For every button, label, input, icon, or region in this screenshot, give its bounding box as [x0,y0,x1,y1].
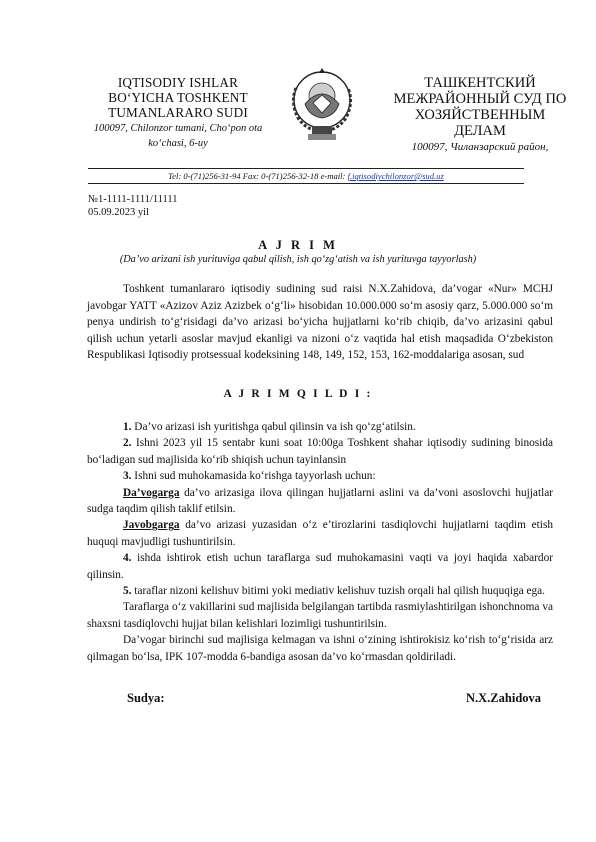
ruling-items [87,419,553,665]
court-name-line: ДЕЛАМ [454,123,506,139]
ruling-date: 05.09.2023 yil [88,207,149,218]
court-address-line: 100097, Чиланзарский район, [411,141,549,153]
state-emblem-icon [283,58,361,148]
ruling-heading: A J R I M Q I L D I : [223,388,373,400]
case-number: №1-1111-1111/11111 [88,194,178,205]
ruling-item-1: 1. Da’vo arizasi ish yuritishga qabul qilinsin va ish qo‘zg‘atilsin. [123,421,416,433]
document-title: A J R I M [258,238,338,252]
court-name-line: ХОЗЯЙСТВЕННЫМ [414,107,546,123]
intro-paragraph: Toshkent tumanlararo iqtisodiy sudining sud raisi N.X.Zahidova, da’vogar «Nur» MCHJ javobgar YATT «Azizov Aziz Azizbek o‘g‘li» hisobidan 10.000.000 so‘m asosiy qarz, 5.000.000 so‘m penya undirish to‘g‘risidagi da’vo arizasi bo‘yicha hujjatlarni ko‘rib chiqib, da’vo arizasini qabul qilish uchun yetarli asoslar mavjud ekanligi va nizoni o‘z vaqtida hal etish maqsadida O‘zbekiston Respublikasi Iqtisodiy protsessual kodeksining 148, 149, 152, 153, 162-moddalariga asosan, sud [87,283,553,362]
court-address-line: 100097, Chilonzor tumani, Cho‘pon ota [93,123,263,134]
ruling-item-3a: Da’vogarga da’vo arizasiga ilova qilingan hujjatlarni aslini va da’voni asoslovchi hujjatlar sudga taqdim qilish taklif etilsin. [87,486,553,516]
document-subtitle: (Da’vo arizani ish yurituviga qabul qilish, ish qo‘zg‘atish va ish yurituvga tayyorlash) [119,254,477,265]
ruling-item-2: 2. Ishni 2023 yil 15 sentabr kuni soat 10:00ga Toshkent shahar iqtisodiy sudining binosida bo‘ladigan sud majlisida ko‘rib shiqish uchun tayinlansin [87,437,553,466]
court-name-uzbek [78,75,278,150]
ruling-item-5: 5. taraflar nizoni kelishuv bitimi yoki mediativ kelishuv tuzish orqali hal qilish huquqiga ega. [123,585,545,598]
court-address-line: ko‘chasi, 6-uy [148,138,208,149]
signature-label: Sudya: [127,691,165,705]
court-name-line: BO‘YICHA TOSHKENT [108,90,248,105]
court-name-line: ТАШКЕНТСКИЙ [424,75,536,91]
court-name-russian [380,75,580,154]
contact-email-link[interactable]: f.iqtisodiychilonzor@sud.uz [347,171,444,181]
contact-info [88,170,524,182]
ruling-item-3: 3. Ishni sud muhokamasida ko‘rishga tayyorlash uchun: [123,470,376,483]
judge-name: N.X.Zahidova [466,691,542,705]
court-name-line: TUMANLARARO SUDI [108,105,248,120]
case-reference [88,193,178,219]
court-name-line: IQTISODIY ISHLAR [117,75,239,90]
contact-phone-fax: Tel: 0-(71)256-31-94 Fax: 0-(71)256-32-18 e-mail: [168,171,348,181]
ruling-paragraph: Taraflarga o‘z vakillarini sud majlisida belgilangan tartibda rasmiylashtirilgan ishonchnoma va shaxsni tasdiqlovchi hujjat bilan kelishlari lozimligi tushuntirilsin. [87,601,553,630]
ruling-item-3b: Javobgarga da’vo arizasi yuzasidan o‘z e’tirozlarini tasdiqlovchi hujjatlarni taqdim etish huquqi mavjudligi tushuntirilsin. [87,519,553,548]
header-divider [88,168,524,169]
ruling-item-4: 4. ishda ishtirok etish uchun taraflarga sud muhokamasini vaqti va joyi haqida xabardor qilinsin. [87,552,553,581]
court-name-line: МЕЖРАЙОННЫЙ СУД ПО [393,91,567,107]
header-divider [88,183,524,184]
ruling-paragraph: Da’vogar birinchi sud majlisiga kelmagan va ishni o‘zining ishtirokisiz ko‘rish to‘g‘risida arz qilmagan bo‘lsa, IPK 107-modda 6-bandiga asosan da’vo ko‘rmasdan qoldiriladi. [87,634,553,663]
